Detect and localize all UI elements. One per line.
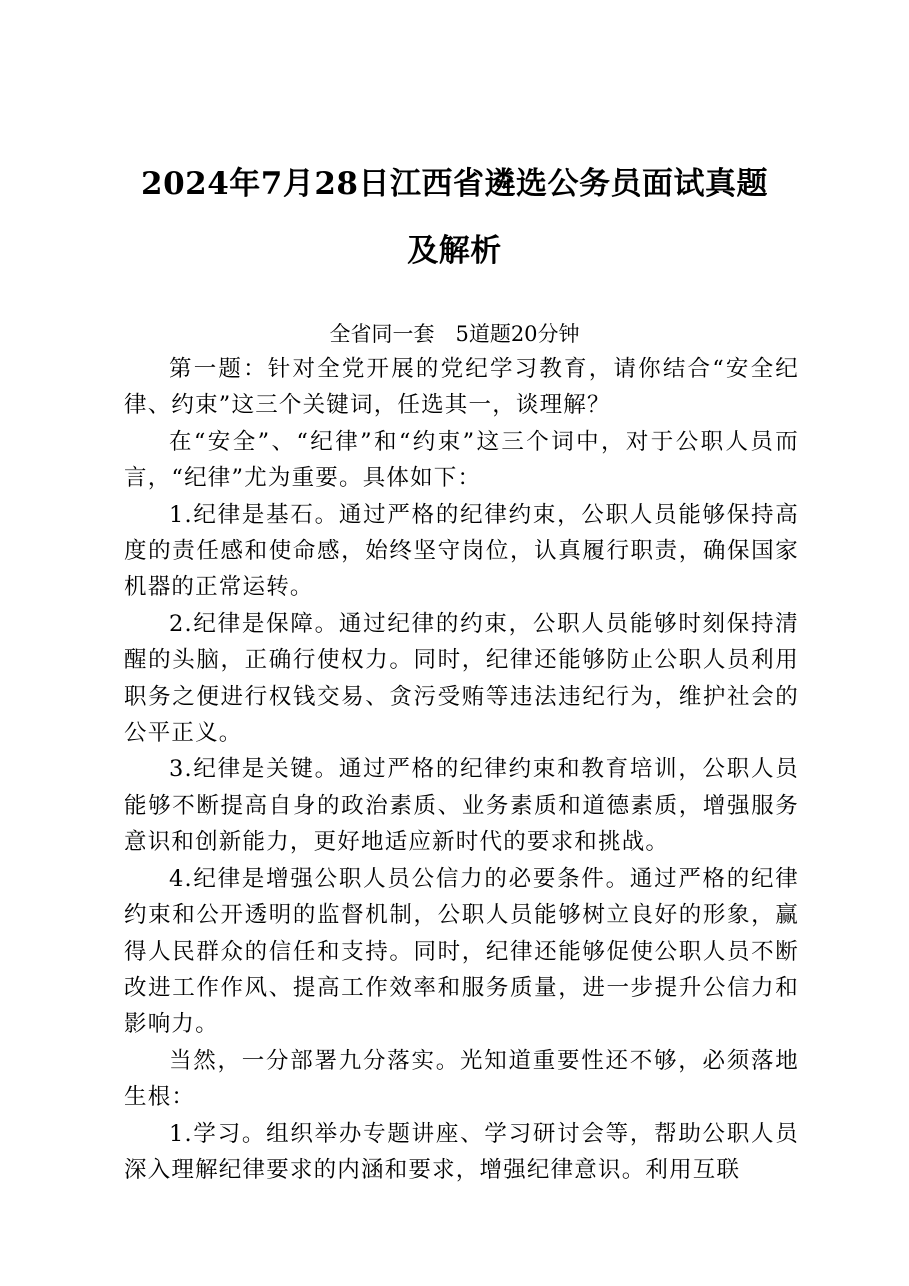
implementation-intro-paragraph: 当然，一分部署九分落实。光知道重要性还不够，必须落地生根： (124, 1047, 799, 1111)
point-4-paragraph: 4.纪律是增强公职人员公信力的必要条件。通过严格的纪律约束和公开透明的监督机制，公职人员能够树立良好的形象，赢得人民群众的信任和支持。同时，纪律还能够促使公职人员不断改进工作作风、提高工作效率和服务质量，进一步提升公信力和影响力。 (124, 865, 799, 1038)
document-body (124, 351, 799, 1188)
question-1-paragraph: 第一题：针对全党开展的党纪学习教育，请你结合“安全纪律、约束”这三个关键词，任选其一，谈理解？ (124, 356, 799, 419)
point-2-paragraph: 2.纪律是保障。通过纪律的约束，公职人员能够时刻保持清醒的头脑，正确行使权力。同时，纪律还能够防止公职人员利用职务之便进行权钱交易、贪污受贿等违法违纪行为，维护社会的公平正义。 (124, 610, 799, 747)
point-1-paragraph: 1.纪律是基石。通过严格的纪律约束，公职人员能够保持高度的责任感和使命感，始终坚守岗位，认真履行职责，确保国家机器的正常运转。 (124, 501, 799, 601)
document-title-line-2: 及解析 (407, 233, 502, 269)
implementation-1-paragraph: 1.学习。组织举办专题讲座、学习研讨会等，帮助公职人员深入理解纪律要求的内涵和要求，增强纪律意识。利用互联 (124, 1120, 799, 1183)
answer-intro-paragraph: 在“安全”、“纪律”和“约束”这三个词中，对于公职人员而言，“纪律”尤为重要。具体如下： (124, 428, 799, 492)
document-subtitle: 全省同一套 5道题20分钟 (329, 322, 580, 346)
document-title-line-1: 2024年7月28日江西省遴选公务员面试真题 (141, 166, 768, 202)
point-3-paragraph: 3.纪律是关键。通过严格的纪律约束和教育培训，公职人员能够不断提高自身的政治素质、业务素质和道德素质，增强服务意识和创新能力，更好地适应新时代的要求和挑战。 (124, 756, 799, 856)
